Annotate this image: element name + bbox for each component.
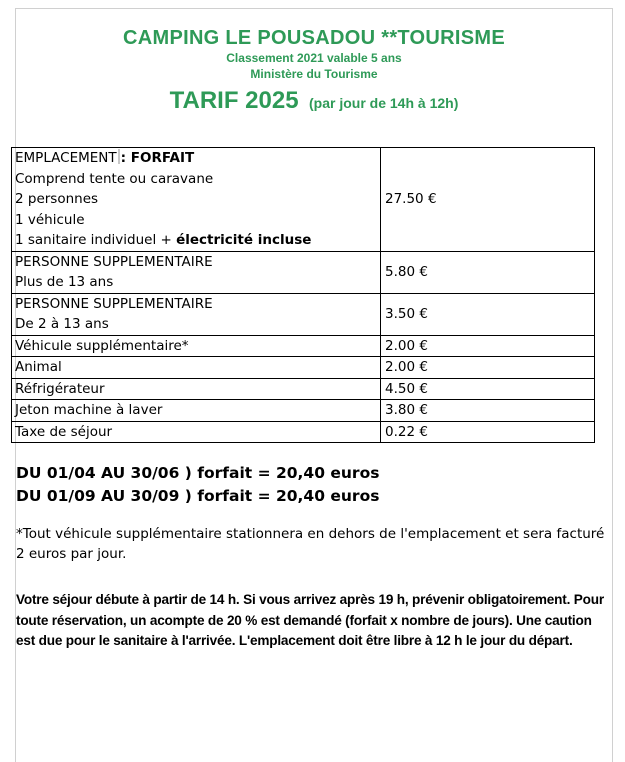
row-price: 0.22 € xyxy=(381,421,595,443)
row-price: 2.00 € xyxy=(381,357,595,379)
forfait-line-4-bold: électricité incluse xyxy=(176,232,312,248)
stay-info-paragraph: Votre séjour débute à partir de 14 h. Si vous arrivez après 19 h, prévenir obligatoirement. Pour toute réservation, un acompte de 20 % est demandé (forfait x nombre de jours). Une caution est due pour le sanitaire à l'arrivée. L'emplacement doit être libre à 12 h le jour du départ. xyxy=(16,592,604,648)
forfait-label-cell xyxy=(12,148,381,252)
page-border-top xyxy=(15,8,613,9)
row-price: 3.80 € xyxy=(381,400,595,422)
forfait-line-4-normal: 1 sanitaire individuel + xyxy=(15,232,172,248)
row-price: 5.80 € xyxy=(381,251,595,293)
row-price: 3.50 € xyxy=(381,293,595,335)
forfait-prefix: EMPLACEMENT xyxy=(15,150,117,166)
table-row xyxy=(12,293,595,335)
forfait-line-1: Comprend tente ou caravane xyxy=(15,170,214,187)
row-label: Véhicule supplémentaire* xyxy=(12,335,381,357)
forfait-line-3: 1 véhicule xyxy=(15,211,85,228)
forfait-line-2: 2 personnes xyxy=(15,191,99,207)
table-row xyxy=(12,400,595,422)
row-label-line-2: De 2 à 13 ans xyxy=(15,316,109,332)
forfait-price: 27.50 € xyxy=(381,148,595,252)
tarif-hours: (par jour de 14h à 12h) xyxy=(309,95,459,111)
period-line-1: DU 01/04 AU 30/06 ) forfait = 20,40 euros xyxy=(16,464,380,482)
row-price: 2.00 € xyxy=(381,335,595,357)
document-header xyxy=(16,26,612,119)
table-row-forfait xyxy=(12,148,595,252)
price-table xyxy=(11,147,595,443)
row-label-line-2: Plus de 13 ans xyxy=(15,274,114,290)
camping-title: CAMPING LE POUSADOU **TOURISME xyxy=(123,27,505,49)
row-label: Réfrigérateur xyxy=(12,378,381,400)
table-row xyxy=(12,378,595,400)
forfait-line-4 xyxy=(15,230,377,251)
forfait-suffix: : FORFAIT xyxy=(120,150,195,166)
row-label xyxy=(12,251,381,293)
table-row xyxy=(12,357,595,379)
vehicle-note: *Tout véhicule supplémentaire stationnera en dehors de l'emplacement et sera facturé 2 euros par jour. xyxy=(16,526,605,562)
page-border-right xyxy=(612,8,613,762)
tarif-line xyxy=(16,86,612,119)
table-row xyxy=(12,421,595,443)
ministere-text: Ministère du Tourisme xyxy=(250,67,378,81)
row-label xyxy=(12,293,381,335)
text-cursor xyxy=(118,149,120,164)
row-price: 4.50 € xyxy=(381,378,595,400)
classement-text: Classement 2021 valable 5 ans xyxy=(226,51,402,65)
row-label: Animal xyxy=(12,357,381,379)
row-label-line-1: PERSONNE SUPPLEMENTAIRE xyxy=(15,295,213,312)
forfait-heading xyxy=(15,148,377,169)
forfait-periods xyxy=(16,462,379,508)
table-row xyxy=(12,335,595,357)
row-label-line-1: PERSONNE SUPPLEMENTAIRE xyxy=(15,253,213,270)
tarif-heading: TARIF 2025 xyxy=(169,87,299,114)
row-label: Jeton machine à laver xyxy=(12,400,381,422)
period-line-2: DU 01/09 AU 30/09 ) forfait = 20,40 euros xyxy=(16,487,380,505)
row-label: Taxe de séjour xyxy=(12,421,381,443)
table-row xyxy=(12,251,595,293)
